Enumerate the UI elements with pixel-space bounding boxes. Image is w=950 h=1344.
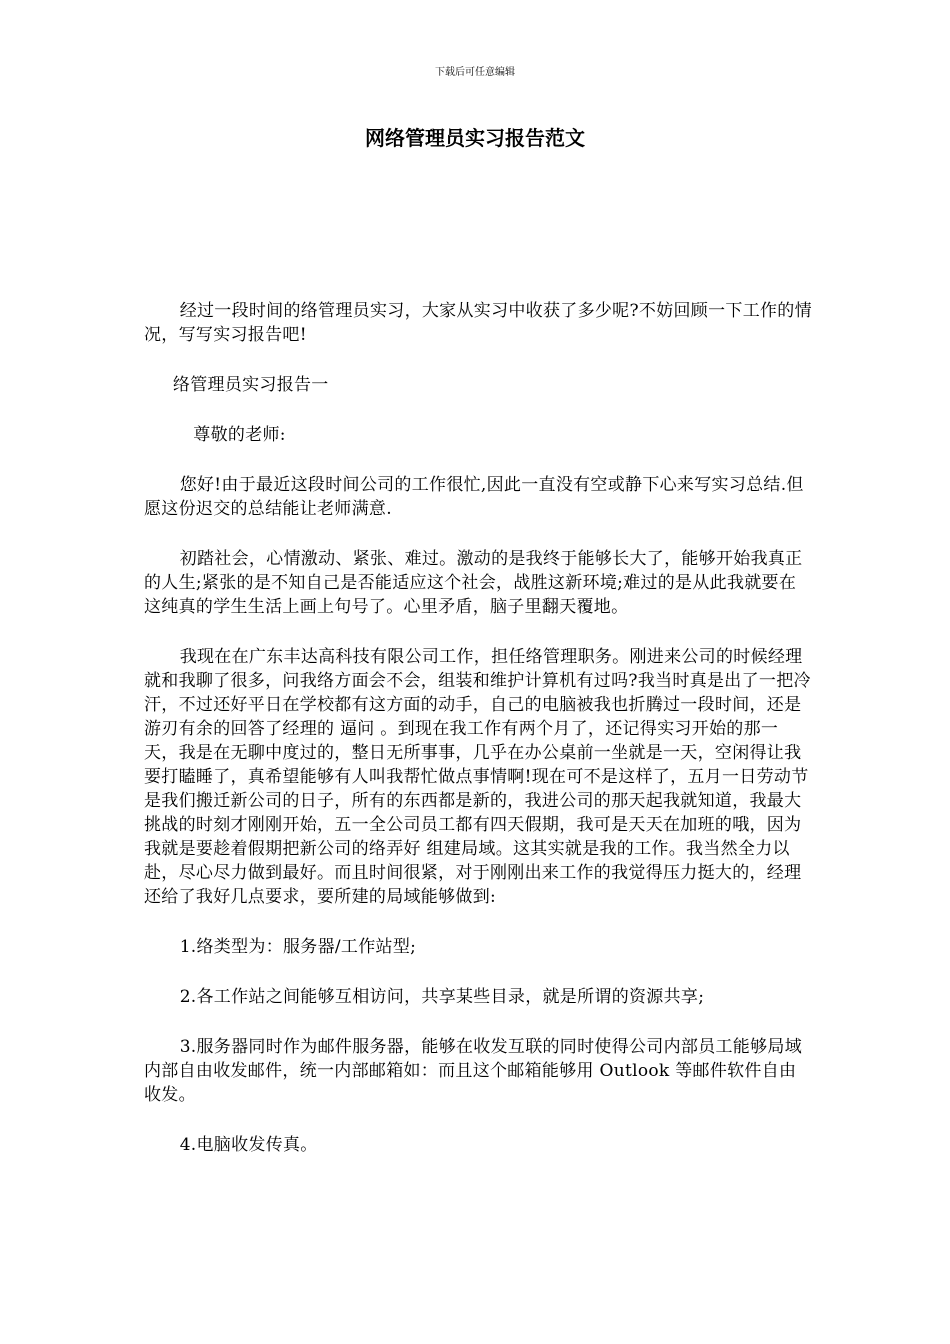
report-heading: 络管理员实习报告一 [172, 375, 329, 395]
page-header-note: 下载后可任意编辑 [435, 67, 515, 78]
requirement-item: 4.电脑收发传真。 [179, 1135, 318, 1155]
requirement-item: 1.络类型为：服务器/工作站型; [179, 937, 417, 957]
requirement-item: 3.服务器同时作为邮件服务器，能够在收发互联的同时使得公司内部员工能够局域内部自由收发邮件，统一内部邮箱如：而且这个邮箱能够用 Outlook 等邮件软件自由收发。 [144, 1037, 803, 1105]
intro-paragraph: 经过一段时间的络管理员实习，大家从实习中收获了多少呢?不妨回顾一下工作的情况，写写实习报告吧! [144, 301, 812, 345]
requirement-item: 2.各工作站之间能够互相访问，共享某些目录，就是所谓的资源共享; [179, 987, 705, 1007]
salutation: 尊敬的老师: [193, 425, 286, 445]
greeting-paragraph: 您好!由于最近这段时间公司的工作很忙,因此一直没有空或静下心来写实习总结.但愿这份迟交的总结能让老师满意. [144, 475, 804, 519]
feelings-paragraph: 初踏社会，心情激动、紧张、难过。激动的是我终于能够长大了，能够开始我真正的人生;紧张的是不知自己是否能适应这个社会，战胜这新环境;难过的是从此我就要在这纯真的学生生活上画上句号了。心里矛盾，脑子里翻天覆地。 [144, 549, 803, 617]
document-body [144, 299, 812, 1157]
work-paragraph: 我现在在广东丰达高科技有限公司工作，担任络管理职务。刚进来公司的时候经理就和我聊了很多，问我络方面会不会，组装和维护计算机有过吗?我当时真是出了一把冷汗，不过还好平日在学校都有这方面的动手，自己的电脑被我也折腾过一段时间，还是游刃有余的回答了经理的 逼问 。到现在我工作有两个月了，还记得实习开始的那一天，我是在无聊中度过的，整日无所事事，几乎在办公桌前一坐就是一天，空闲得让我要打瞌睡了，真希望能够有人叫我帮忙做点事情啊!现在可不是这样了，五月一日劳动节是我们搬迁新公司的日子，所有的东西都是新的，我进公司的那天起我就知道，我最大挑战的时刻才刚刚开始，五一全公司员工都有四天假期，我可是天天在加班的哦，因为我就是要趁着假期把新公司的络弄好 组建局域。这其实就是我的工作。我当然全力以赴，尽心尽力做到最好。而且时间很紧，对于刚刚出来工作的我觉得压力挺大的，经理还给了我好几点要求，要所建的局域能够做到: [144, 647, 811, 907]
document-title: 网络管理员实习报告范文 [365, 126, 585, 150]
